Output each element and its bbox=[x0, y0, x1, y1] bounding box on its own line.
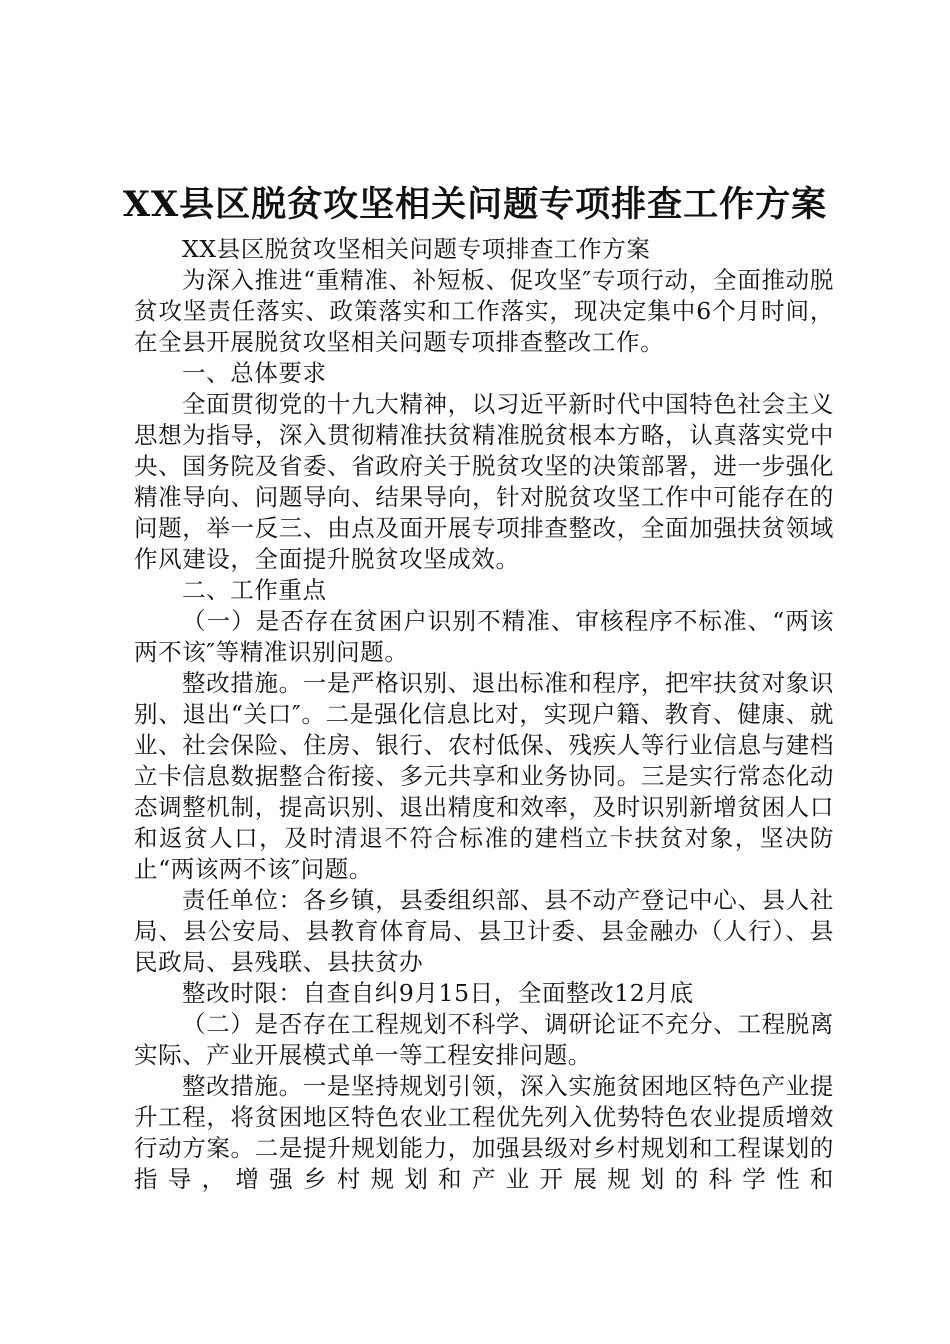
paragraph-item-2: （二）是否存在工程规划不科学、调研论证不充分、工程脱离实际、产业开展模式单一等工程安排问题。 bbox=[134, 1010, 834, 1069]
heading-work-focus: 二、工作重点 bbox=[182, 576, 327, 604]
document-body bbox=[134, 234, 834, 1195]
paragraph-responsible-units-1: 责任单位：各乡镇，县委组织部、县不动产登记中心、县人社局、县公安局、县教育体育局、县卫计委、县金融办（人行）、县民政局、县残联、县扶贫办 bbox=[134, 886, 834, 976]
paragraph-measures-1: 整改措施。一是严格识别、退出标准和程序，把牢扶贫对象识别、退出“关口″。二是强化信息比对，实现户籍、教育、健康、就业、社会保险、住房、银行、农村低保、残疾人等行业信息与建档立卡信息数据整合衔接、多元共享和业务协同。三是实行常态化动态调整机制，提高识别、退出精度和效率，及时识别新增贫困人口和返贫人口，及时清退不符合标准的建档立卡扶贫对象，坚决防止“两该两不该″问题。 bbox=[134, 669, 834, 883]
paragraph-subtitle: XX县区脱贫攻坚相关问题专项排查工作方案 bbox=[182, 235, 651, 263]
heading-general-requirements: 一、总体要求 bbox=[182, 359, 327, 387]
paragraph-measures-2: 整改措施。一是坚持规划引领，深入实施贫困地区特色产业提升工程，将贫困地区特色农业工程优先列入优势特色农业提质增效行动方案。二是提升规划能力，加强县级对乡村规划和工程谋划的指导，增强乡村规划和产业开展规划的科学性和 bbox=[134, 1072, 834, 1193]
paragraph-intro: 为深入推进“重精准、补短板、促攻坚″专项行动，全面推动脱贫攻坚责任落实、政策落实和工作落实，现决定集中6个月时间，在全县开展脱贫攻坚相关问题专项排查整改工作。 bbox=[134, 266, 834, 356]
paragraph-item-1: （一）是否存在贫困户识别不精准、审核程序不标准、“两该两不该″等精准识别问题。 bbox=[134, 607, 834, 666]
paragraph-deadline-1: 整改时限：自查自纠9月15日，全面整改12月底 bbox=[182, 979, 694, 1007]
document-title: XX县区脱贫攻坚相关问题专项排查工作方案 bbox=[122, 184, 828, 225]
paragraph-general-requirements: 全面贯彻党的十九大精神，以习近平新时代中国特色社会主义思想为指导，深入贯彻精准扶贫精准脱贫根本方略，认真落实党中央、国务院及省委、省政府关于脱贫攻坚的决策部署，进一步强化精准导向、问题导向、结果导向，针对脱贫攻坚工作中可能存在的问题，举一反三、由点及面开展专项排查整改，全面加强扶贫领域作风建设，全面提升脱贫攻坚成效。 bbox=[134, 390, 834, 573]
